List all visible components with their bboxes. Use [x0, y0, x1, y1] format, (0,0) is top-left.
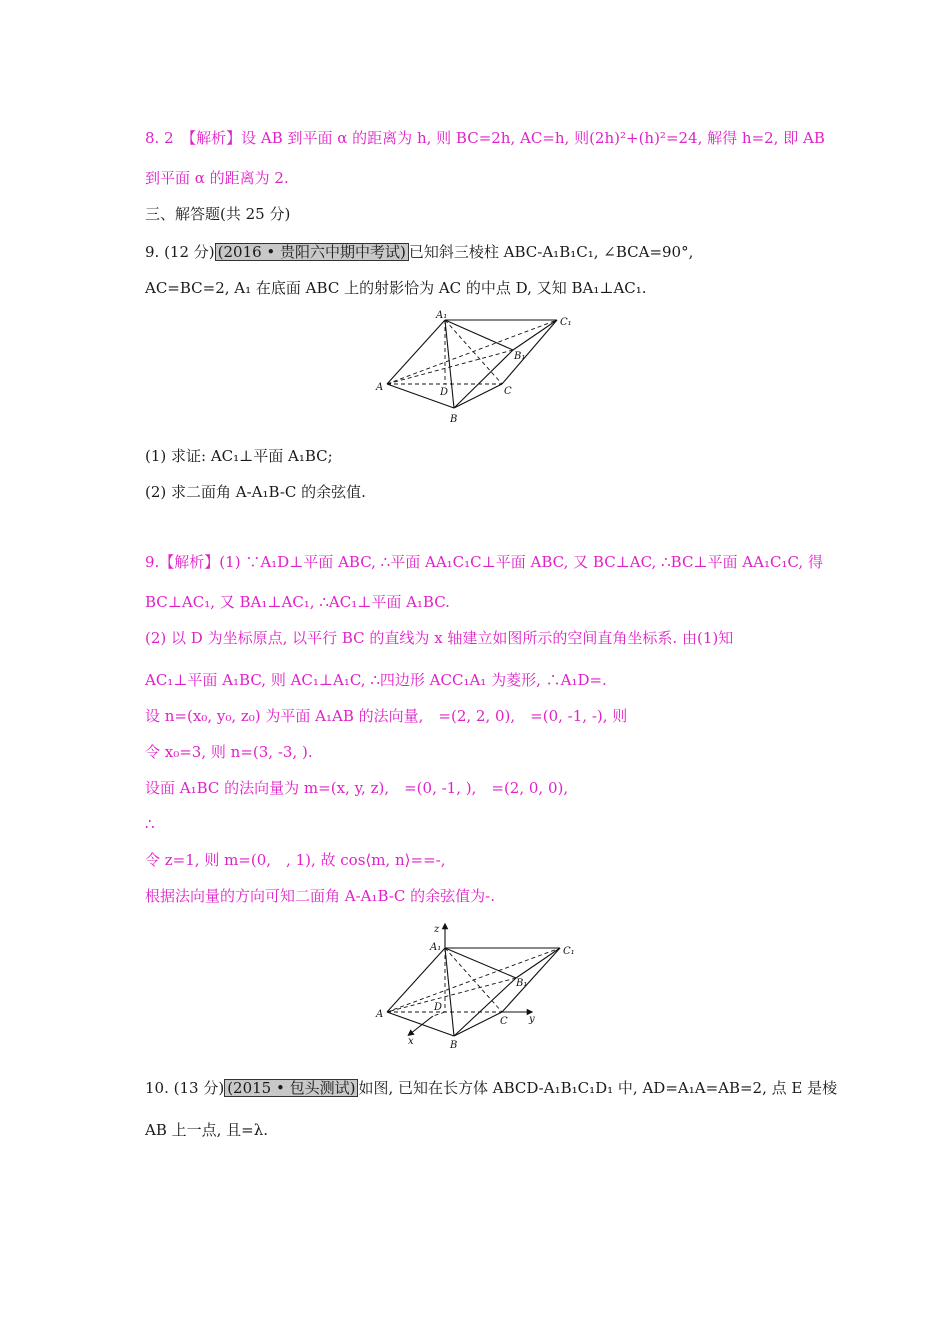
- label-A: A: [376, 382, 384, 393]
- q8-solution-line2: 到平面 α 的距离为 2.: [145, 169, 289, 187]
- q10-source-tag: (2015 • 包头测试): [224, 1079, 358, 1097]
- label-A: A: [376, 1009, 384, 1020]
- label-C: C: [504, 386, 512, 397]
- q9-number: 9. (12 分): [145, 243, 215, 261]
- q9-source-tag: (2016 • 贵阳六中期中考试): [215, 243, 409, 261]
- q9-solution-line1: 9.【解析】(1) ∵A₁D⊥平面 ABC, ∴平面 AA₁C₁C⊥平面 ABC, 又 BC⊥AC, ∴BC⊥平面 AA₁C₁C, 得: [145, 553, 823, 571]
- q9-solution-line2: BC⊥AC₁, 又 BA₁⊥AC₁, ∴AC₁⊥平面 A₁BC.: [145, 593, 450, 611]
- label-x: x: [408, 1036, 414, 1047]
- q9-stem-text: 已知斜三棱柱 ABC-A₁B₁C₁, ∠BCA=90°,: [408, 243, 694, 261]
- q10-stem-line2: AB 上一点, 且=λ.: [145, 1121, 269, 1139]
- q8-solution-line1: 8. 2 【解析】设 AB 到平面 α 的距离为 h, 则 BC=2h, AC=h, 则(2h)²+(h)²=24, 解得 h=2, 即 AB: [145, 129, 825, 147]
- label-B1: B₁: [514, 351, 526, 362]
- q9-part1: (1) 求证: AC₁⊥平面 A₁BC;: [145, 447, 333, 465]
- q10-number: 10. (13 分): [145, 1079, 225, 1097]
- label-C1: C₁: [560, 317, 572, 328]
- q9-part2: (2) 求二面角 A-A₁B-C 的余弦值.: [145, 483, 366, 501]
- label-z: z: [434, 924, 440, 935]
- q9-solution-line7: 设面 A₁BC 的法向量为 m=(x, y, z), =(0, -1, ), =(2, 0, 0),: [145, 779, 569, 797]
- label-C: C: [500, 1016, 508, 1027]
- prism-figure-1: [370, 308, 590, 430]
- label-B1: B₁: [516, 978, 528, 989]
- q10-stem-text: 如图, 已知在长方体 ABCD-A₁B₁C₁D₁ 中, AD=A₁A=AB=2, 点 E 是棱: [358, 1079, 838, 1097]
- q9-solution-line4: AC₁⊥平面 A₁BC, 则 AC₁⊥A₁C, ∴四边形 ACC₁A₁ 为菱形, ∴A₁D=.: [145, 671, 607, 689]
- q9-stem-line1: [145, 242, 693, 262]
- label-C1: C₁: [563, 946, 575, 957]
- q10-stem-line1: [145, 1078, 837, 1098]
- q9-solution-line10: 根据法向量的方向可知二面角 A-A₁B-C 的余弦值为-.: [145, 887, 495, 905]
- label-A1: A₁: [436, 310, 448, 321]
- q9-solution-line3: (2) 以 D 为坐标原点, 以平行 BC 的直线为 x 轴建立如图所示的空间直角坐标系. 由(1)知: [145, 629, 734, 647]
- section-heading: 三、解答题(共 25 分): [145, 205, 291, 223]
- q9-solution-line8: ∴: [145, 815, 155, 833]
- label-D: D: [440, 387, 449, 398]
- label-D: D: [434, 1002, 443, 1013]
- q9-solution-line6: 令 x₀=3, 则 n=(3, -3, ).: [145, 743, 313, 761]
- label-y: y: [529, 1014, 535, 1025]
- q9-stem-line2: AC=BC=2, A₁ 在底面 ABC 上的射影恰为 AC 的中点 D, 又知 BA₁⊥AC₁.: [145, 279, 647, 297]
- q9-solution-line5: 设 n=(x₀, y₀, z₀) 为平面 A₁AB 的法向量, =(2, 2, 0), =(0, -1, -), 则: [145, 707, 628, 725]
- label-B: B: [450, 1040, 458, 1051]
- label-B: B: [450, 414, 458, 425]
- label-A1: A₁: [430, 942, 442, 953]
- prism-figure-2: [370, 920, 590, 1052]
- q9-solution-line9: 令 z=1, 则 m=(0, , 1), 故 cos⟨m, n⟩==-,: [145, 851, 446, 869]
